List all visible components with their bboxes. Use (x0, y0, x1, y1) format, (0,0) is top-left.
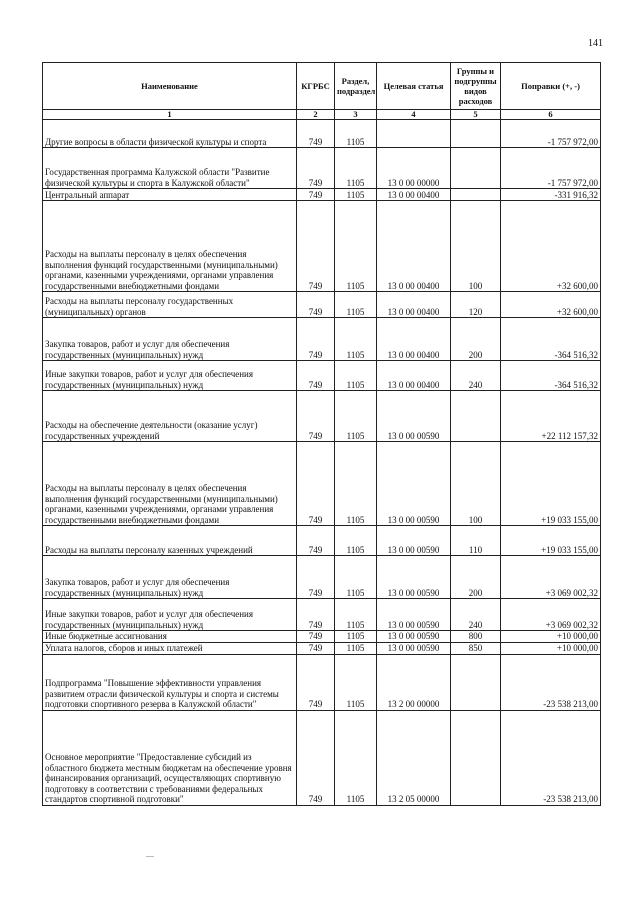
row-amount: +10 000,00 (501, 631, 601, 643)
row-kgrbs: 749 (297, 442, 335, 526)
row-group: 200 (451, 556, 501, 599)
header-name: Наименование (43, 63, 297, 110)
scan-mark (146, 856, 154, 857)
row-section: 1105 (335, 361, 377, 391)
row-target: 13 0 00 00000 (377, 148, 451, 189)
row-target: 13 0 00 00590 (377, 442, 451, 526)
table-row (43, 710, 601, 805)
header-section: Раздел, подраздел (335, 63, 377, 110)
row-name: Иные закупки товаров, работ и услуг для обеспечения государственных (муниципальных) нужд (43, 361, 297, 391)
budget-amendments-table (42, 62, 601, 806)
row-name: Государственная программа Калужской области "Развитие физической культуры и спорта в Калужской области" (43, 148, 297, 189)
row-section: 1105 (335, 710, 377, 805)
row-group: 110 (451, 526, 501, 556)
row-target: 13 0 00 00590 (377, 642, 451, 654)
row-section: 1105 (335, 318, 377, 361)
row-name: Расходы на выплаты персоналу государственных (муниципальных) органов (43, 292, 297, 318)
row-group: 100 (451, 201, 501, 292)
row-target (377, 120, 451, 148)
row-section: 1105 (335, 120, 377, 148)
header-kgrbs: КГРБС (297, 63, 335, 110)
row-amount: +3 069 002,32 (501, 599, 601, 631)
column-number: 1 (43, 110, 297, 120)
row-target: 13 0 00 00590 (377, 526, 451, 556)
table-row (43, 599, 601, 631)
row-group (451, 120, 501, 148)
row-section: 1105 (335, 391, 377, 442)
row-amount: -1 757 972,00 (501, 148, 601, 189)
table-row (43, 189, 601, 201)
row-group (451, 391, 501, 442)
row-name: Другие вопросы в области физической культуры и спорта (43, 120, 297, 148)
row-section: 1105 (335, 201, 377, 292)
table-row (43, 391, 601, 442)
row-target: 13 0 00 00400 (377, 361, 451, 391)
row-kgrbs: 749 (297, 361, 335, 391)
row-kgrbs: 749 (297, 120, 335, 148)
row-name: Расходы на выплаты персоналу казенных учреждений (43, 526, 297, 556)
row-section: 1105 (335, 599, 377, 631)
row-amount: +32 600,00 (501, 201, 601, 292)
row-group: 240 (451, 599, 501, 631)
row-section: 1105 (335, 642, 377, 654)
row-name: Расходы на обеспечение деятельности (оказание услуг) государственных учреждений (43, 391, 297, 442)
table-row (43, 642, 601, 654)
row-name: Основное мероприятие "Предоставление субсидий из областного бюджета местным бюджетам на обеспечение уровня финансирования организаций, осуществляющих спортивную подготовку в соответствии с требованиями федеральных стандартов спортивной подготовки" (43, 710, 297, 805)
row-name: Центральный аппарат (43, 189, 297, 201)
row-section: 1105 (335, 442, 377, 526)
row-kgrbs: 749 (297, 391, 335, 442)
row-target: 13 0 00 00400 (377, 318, 451, 361)
row-section: 1105 (335, 556, 377, 599)
row-target: 13 2 05 00000 (377, 710, 451, 805)
row-kgrbs: 749 (297, 642, 335, 654)
row-kgrbs: 749 (297, 189, 335, 201)
row-target: 13 0 00 00590 (377, 391, 451, 442)
row-group: 850 (451, 642, 501, 654)
table-row (43, 292, 601, 318)
table-row (43, 442, 601, 526)
row-group (451, 148, 501, 189)
row-amount: +32 600,00 (501, 292, 601, 318)
row-amount: -364 516,32 (501, 318, 601, 361)
row-kgrbs: 749 (297, 201, 335, 292)
row-amount: +22 112 157,32 (501, 391, 601, 442)
row-name: Иные бюджетные ассигнования (43, 631, 297, 643)
row-target: 13 0 00 00590 (377, 631, 451, 643)
header-target: Целевая статья (377, 63, 451, 110)
row-kgrbs: 749 (297, 526, 335, 556)
row-kgrbs: 749 (297, 710, 335, 805)
header-groups: Группы и подгруппы видов расходов (451, 63, 501, 110)
row-amount: +19 033 155,00 (501, 526, 601, 556)
row-kgrbs: 749 (297, 148, 335, 189)
row-section: 1105 (335, 631, 377, 643)
row-kgrbs: 749 (297, 556, 335, 599)
row-amount: -364 516,32 (501, 361, 601, 391)
row-group (451, 654, 501, 710)
row-group: 800 (451, 631, 501, 643)
row-name: Уплата налогов, сборов и иных платежей (43, 642, 297, 654)
row-section: 1105 (335, 292, 377, 318)
table-header-row (43, 63, 601, 110)
row-name: Подпрограмма "Повышение эффективности управления развитием отрасли физической культуры и спорта и системы подготовки спортивного резерва в Калужской области" (43, 654, 297, 710)
row-amount: +10 000,00 (501, 642, 601, 654)
table-row (43, 526, 601, 556)
table-row (43, 120, 601, 148)
row-group: 240 (451, 361, 501, 391)
column-number: 6 (501, 110, 601, 120)
row-section: 1105 (335, 526, 377, 556)
table-row (43, 318, 601, 361)
column-number: 5 (451, 110, 501, 120)
row-kgrbs: 749 (297, 318, 335, 361)
table-row (43, 148, 601, 189)
row-section: 1105 (335, 148, 377, 189)
table-row (43, 361, 601, 391)
column-number: 4 (377, 110, 451, 120)
row-amount: +3 069 002,32 (501, 556, 601, 599)
row-target: 13 0 00 00400 (377, 201, 451, 292)
table-row (43, 654, 601, 710)
row-name: Расходы на выплаты персоналу в целях обеспечения выполнения функций государственными (муниципальными) органами, казенными учреждениями, органами управления государственными внебюджетными фондами (43, 442, 297, 526)
table-row (43, 556, 601, 599)
row-kgrbs: 749 (297, 631, 335, 643)
row-target: 13 0 00 00400 (377, 189, 451, 201)
row-amount: -23 538 213,00 (501, 710, 601, 805)
row-name: Иные закупки товаров, работ и услуг для обеспечения государственных (муниципальных) нужд (43, 599, 297, 631)
row-name: Расходы на выплаты персоналу в целях обеспечения выполнения функций государственными (муниципальными) органами, казенными учреждениями, органами управления государственными внебюджетными фондами (43, 201, 297, 292)
row-target: 13 0 00 00590 (377, 599, 451, 631)
header-amendments: Поправки (+, -) (501, 63, 601, 110)
row-kgrbs: 749 (297, 599, 335, 631)
row-target: 13 2 00 00000 (377, 654, 451, 710)
column-number: 3 (335, 110, 377, 120)
row-name: Закупка товаров, работ и услуг для обеспечения государственных (муниципальных) нужд (43, 318, 297, 361)
row-group (451, 710, 501, 805)
row-section: 1105 (335, 654, 377, 710)
row-amount: -331 916,32 (501, 189, 601, 201)
row-amount: -23 538 213,00 (501, 654, 601, 710)
row-target: 13 0 00 00400 (377, 292, 451, 318)
column-number: 2 (297, 110, 335, 120)
row-kgrbs: 749 (297, 654, 335, 710)
table-row (43, 201, 601, 292)
row-group: 100 (451, 442, 501, 526)
column-number-row (43, 110, 601, 120)
row-name: Закупка товаров, работ и услуг для обеспечения государственных (муниципальных) нужд (43, 556, 297, 599)
row-amount: -1 757 972,00 (501, 120, 601, 148)
row-target: 13 0 00 00590 (377, 556, 451, 599)
page-number: 141 (588, 38, 603, 49)
row-amount: +19 033 155,00 (501, 442, 601, 526)
row-group: 120 (451, 292, 501, 318)
table-row (43, 631, 601, 643)
row-section: 1105 (335, 189, 377, 201)
row-kgrbs: 749 (297, 292, 335, 318)
row-group (451, 189, 501, 201)
row-group: 200 (451, 318, 501, 361)
